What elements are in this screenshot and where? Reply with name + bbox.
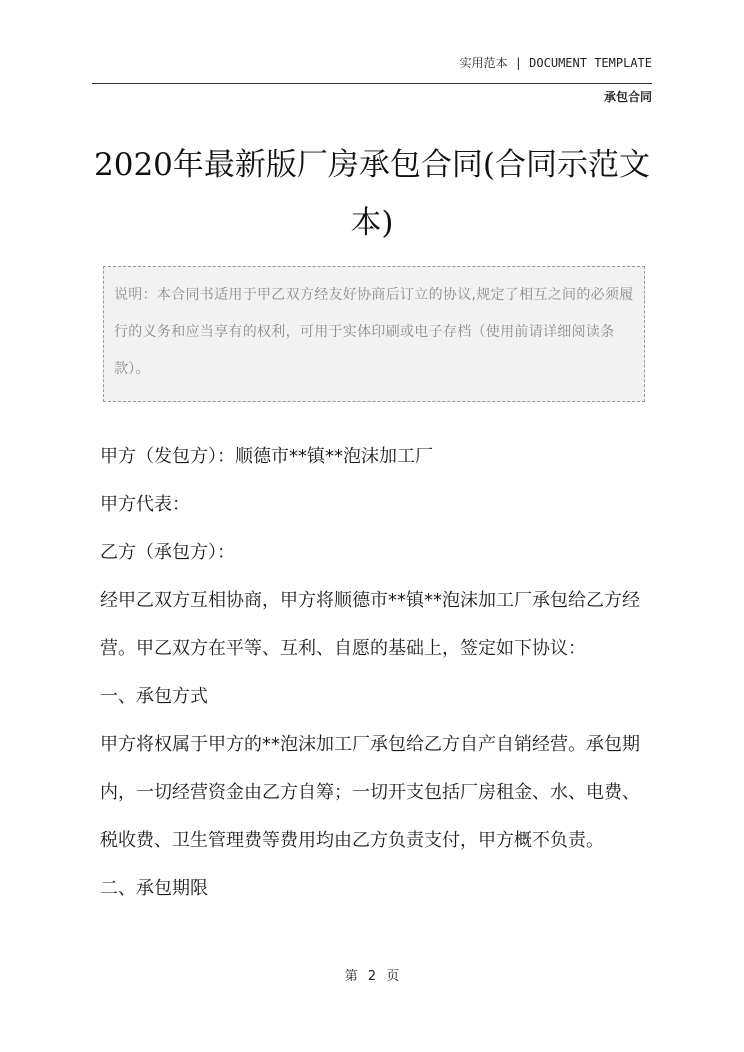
intro-paragraph: 经甲乙双方互相协商，甲方将顺德市**镇**泡沫加工厂承包给乙方经营。甲乙双方在平等、互利、自愿的基础上，签定如下协议： (100, 590, 640, 659)
header-doc-type: 承包合同 (603, 90, 652, 104)
document-body (100, 433, 652, 913)
header-divider (92, 83, 652, 84)
section1-heading: 一、承包方式 (100, 686, 208, 707)
party-a-line: 甲方（发包方）：顺德市**镇**泡沫加工厂 (100, 446, 433, 467)
party-b-line: 乙方（承包方）： (100, 542, 235, 563)
footer-prefix: 第 (344, 969, 358, 984)
header-category: 实用范本 | DOCUMENT TEMPLATE (459, 56, 652, 70)
note-text: 说明：本合同书适用于甲乙双方经友好协商后订立的协议,规定了相互之间的必须履行的义务和应当享有的权利，可用于实体印刷或电子存档（使用前请详细阅读条款）。 (114, 287, 634, 377)
section1-paragraph: 甲方将权属于甲方的**泡沫加工厂承包给乙方自产自销经营。承包期内，一切经营资金由乙方自筹；一切开支包括厂房租金、水、电费、税收费、卫生管理费等费用均由乙方负责支付，甲方概不负责。 (100, 734, 640, 851)
page-footer (0, 965, 744, 984)
note-box (103, 266, 645, 402)
document-title: 2020年最新版厂房承包合同(合同示范文本) (94, 147, 650, 241)
footer-suffix: 页 (386, 969, 400, 984)
page-number: 2 (367, 969, 377, 984)
section2-heading: 二、承包期限 (100, 878, 208, 899)
party-a-rep-line: 甲方代表： (100, 494, 190, 515)
